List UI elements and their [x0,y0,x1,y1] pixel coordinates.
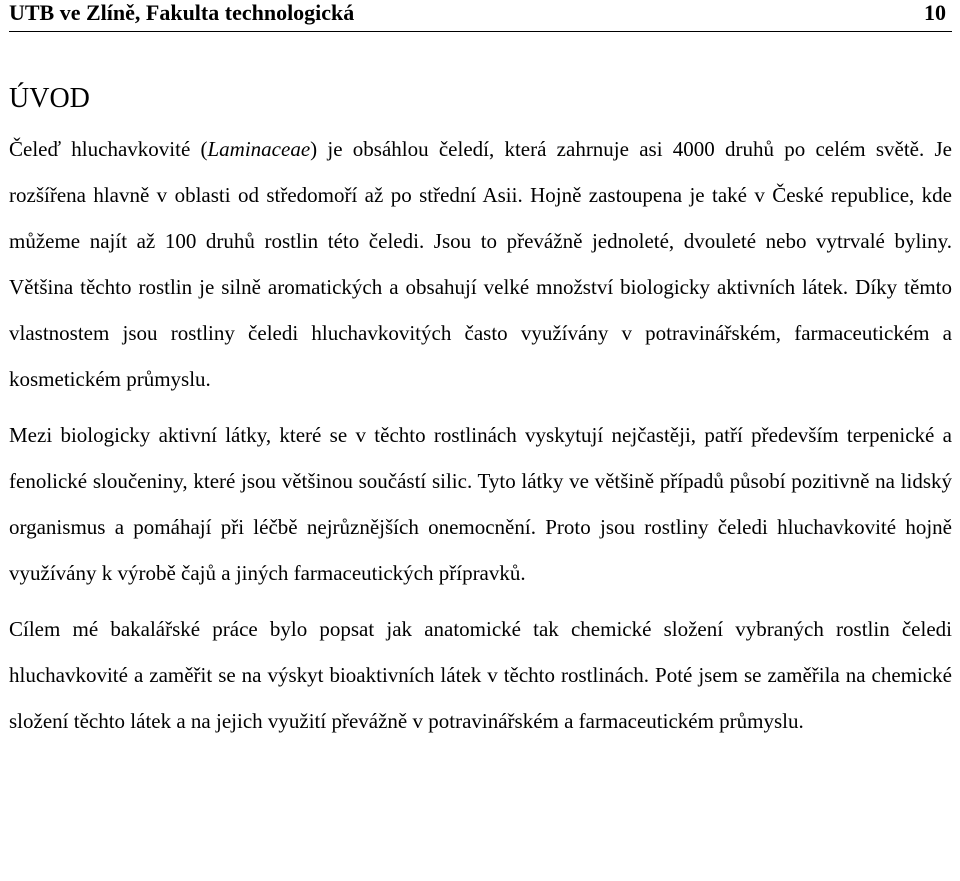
page-number: 10 [924,0,946,25]
running-header [9,0,952,32]
header-institution: UTB ve Zlíně, Fakulta technologická [9,0,355,25]
paragraph-2: Mezi biologicky aktivní látky, které se v těchto rostlinách vyskytují nejčastěji, patří především terpenické a fenolické sloučeniny, které jsou většinou součástí silic. Tyto látky ve většině případů působí pozitivně na lidský organismus a pomáhají při léčbě nejrůznějších onemocnění. Proto jsou rostliny čeledi hluchavkovité hojně využívány k výrobě čajů a jiných farmaceutických přípravků. [9,423,952,585]
paragraph-1-text-end: ) je obsáhlou čeledí, která zahrnuje asi 4000 druhů po celém světě. Je rozšířena hlavně v oblasti od středomoří až po střední Asii. Hojně zastoupena je také v České republice, kde můžeme najít až 100 druhů rostlin této čeledi. Jsou to převážně jednoleté, dvouleté nebo vytrvalé byliny. Většina těchto rostlin je silně aromatických a obsahují velké množství biologicky aktivních látek. Díky těmto vlastnostem jsou rostliny čeledi hluchavkovitých často využívány v potravinářském, farmaceutickém a kosmetickém průmyslu. [9,137,952,391]
paragraph-3: Cílem mé bakalářské práce bylo popsat jak anatomické tak chemické složení vybraných rostlin čeledi hluchavkovité a zaměřit se na výskyt bioaktivních látek v těchto rostlinách. Poté jsem se zaměřila na chemické složení těchto látek a na jejich využití převážně v potravinářském a farmaceutickém průmyslu. [9,617,952,733]
paragraph-1-latin-name: Laminaceae [207,137,311,161]
chapter-title: ÚVOD [9,83,90,114]
paragraph-1 [9,126,952,402]
paragraph-1-text-start: Čeleď hluchavkovité ( [9,137,208,161]
